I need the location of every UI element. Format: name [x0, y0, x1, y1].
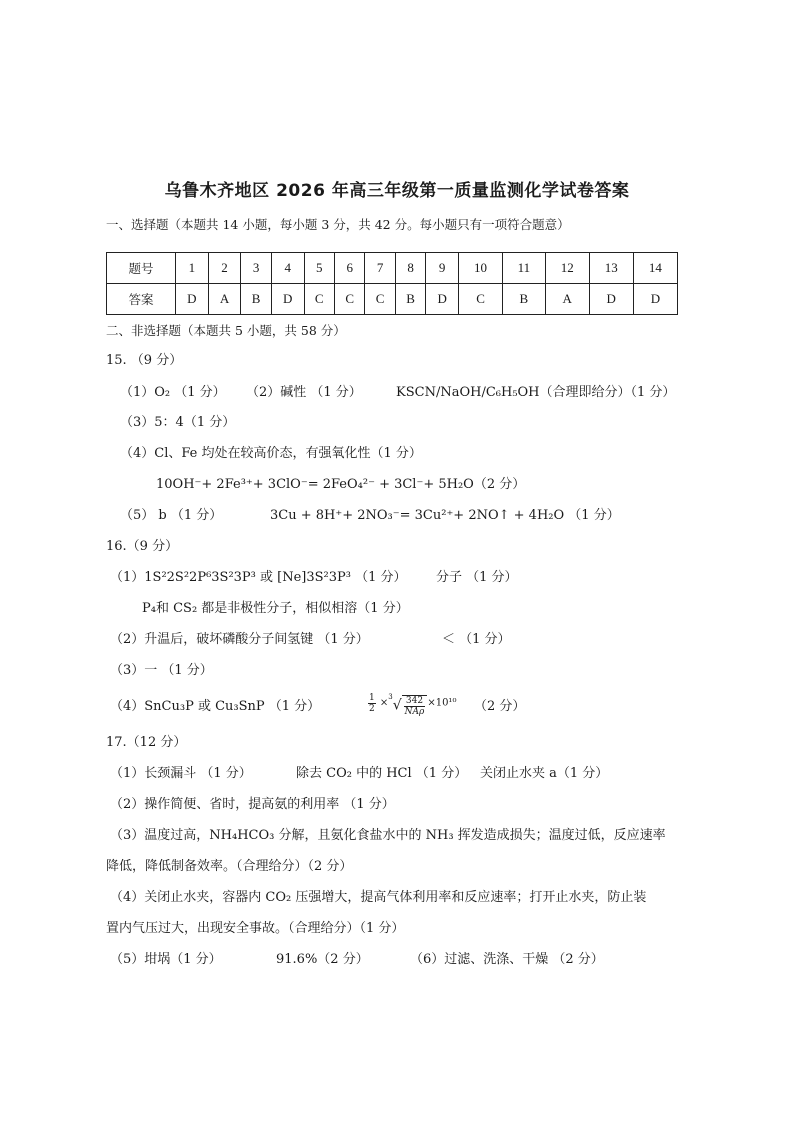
radicand	[402, 695, 428, 717]
q15-answer-2b: KSCN/NaOH/C₆H₅OH（合理即给分）（1 分）	[396, 385, 676, 400]
table-cell: 3	[241, 253, 271, 284]
q17-answer-1b: 除去 CO₂ 中的 HCl （1 分）	[296, 766, 468, 781]
table-cell: 5	[304, 253, 334, 284]
table-cell: C	[365, 284, 395, 315]
q16-answer-4: （4）SnCu₃P 或 Cu₃SnP （1 分）	[110, 699, 321, 714]
q17-answer-4b: 置内气压过大，出现安全事故。（合理给分）（1 分）	[106, 921, 405, 936]
fraction-numerator: 1	[369, 692, 375, 703]
section-1-heading: 一、选择题（本题共 14 小题，每小题 3 分，共 42 分。每小题只有一项符合题意）	[106, 217, 570, 232]
table-cell: 7	[365, 253, 395, 284]
q17-heading: 17.（12 分）	[106, 735, 187, 750]
q16-heading: 16.（9 分）	[106, 539, 179, 554]
table-cell: A	[208, 284, 241, 315]
q17-answer-1: （1）长颈漏斗 （1 分）	[110, 766, 252, 781]
table-row-answers	[107, 284, 678, 315]
q16-answer-2b: ＜ （1 分）	[442, 632, 511, 647]
table-cell: B	[395, 284, 425, 315]
table-cell: D	[426, 284, 459, 315]
fraction	[368, 693, 376, 714]
table-cell: 1	[176, 253, 209, 284]
table-cell: D	[589, 284, 633, 315]
section-2-heading: 二、非选择题（本题共 5 小题，共 58 分）	[106, 323, 346, 338]
q17-answer-5: （5）坩埚（1 分）	[110, 952, 222, 967]
page-title: 乌鲁木齐地区 2026 年高三年级第一质量监测化学试卷答案	[164, 181, 630, 201]
table-cell: D	[271, 284, 304, 315]
table-cell: 2	[208, 253, 241, 284]
table-cell: 11	[503, 253, 546, 284]
q17-answer-2: （2）操作简便、省时，提高氨的利用率 （1 分）	[110, 797, 395, 812]
table-cell: 14	[633, 253, 677, 284]
power-of-ten: ×10¹⁰	[427, 697, 457, 709]
root-index: 3	[388, 693, 393, 701]
table-cell: 6	[334, 253, 364, 284]
table-cell: 8	[395, 253, 425, 284]
radicand-numerator: 342	[404, 696, 426, 707]
answer-table	[106, 252, 678, 315]
fraction-denominator: 2	[369, 703, 375, 714]
q16-answer-1b: 分子 （1 分）	[436, 570, 518, 585]
radicand-fraction	[404, 696, 426, 717]
table-cell: C	[459, 284, 503, 315]
q17-answer-3: （3）温度过高，NH₄HCO₃ 分解，且氨化食盐水中的 NH₃ 挥发造成损失；温度过低，反应速率	[110, 828, 666, 843]
q16-answer-3: （3）一 （1 分）	[110, 663, 213, 678]
q15-heading: 15. （9 分）	[106, 353, 183, 368]
q15-answer-4: （4）Cl、Fe 均处在较高价态，有强氧化性（1 分）	[120, 446, 422, 461]
table-cell: B	[241, 284, 271, 315]
q16-formula	[368, 690, 456, 717]
q15-answer-3: （3）5：4（1 分）	[120, 415, 236, 430]
q17-answer-5b: 91.6%（2 分）	[276, 952, 369, 967]
q17-answer-4: （4）关闭止水夹，容器内 CO₂ 压强增大，提高气体利用率和反应速率；打开止水夹，防止装	[110, 890, 647, 905]
table-cell: 13	[589, 253, 633, 284]
table-row-numbers	[107, 253, 678, 284]
q16-answer-2: （2）升温后，破坏磷酸分子间氢键 （1 分）	[110, 632, 369, 647]
table-cell: C	[334, 284, 364, 315]
table-cell: A	[545, 284, 589, 315]
q15-answer-2: （2）碱性 （1 分）	[246, 385, 362, 400]
q15-answer-5: （5） b （1 分）	[120, 508, 223, 523]
table-row-label: 题号	[107, 253, 176, 284]
table-cell: D	[633, 284, 677, 315]
q17-answer-1c: 关闭止水夹 a（1 分）	[480, 766, 609, 781]
radicand-denominator: NAρ	[404, 706, 425, 717]
q16-answer-4-score: （2 分）	[474, 699, 526, 714]
radical-sign-icon: √	[392, 697, 402, 714]
table-cell: 12	[545, 253, 589, 284]
q16-answer-1c: P₄和 CS₂ 都是非极性分子，相似相溶（1 分）	[142, 601, 409, 616]
q17-answer-6: （6）过滤、洗涤、干燥 （2 分）	[410, 952, 604, 967]
q15-answer-1: （1）O₂ （1 分）	[120, 385, 226, 400]
q17-answer-3b: 降低，降低制备效率。（合理给分）（2 分）	[106, 859, 353, 874]
table-cell: C	[304, 284, 334, 315]
table-cell: 10	[459, 253, 503, 284]
table-cell: 9	[426, 253, 459, 284]
table-row-label: 答案	[107, 284, 176, 315]
table-cell: D	[176, 284, 209, 315]
q15-equation-5: 3Cu + 8H⁺+ 2NO₃⁻= 3Cu²⁺+ 2NO↑ + 4H₂O （1 分）	[270, 508, 620, 523]
q16-answer-1: （1）1S²2S²2P⁶3S²3P³ 或 [Ne]3S²3P³ （1 分）	[110, 570, 407, 585]
times-symbol: ×	[379, 697, 389, 709]
table-cell: 4	[271, 253, 304, 284]
q15-equation-4: 10OH⁻+ 2Fe³⁺+ 3ClO⁻= 2FeO₄²⁻ + 3Cl⁻+ 5H₂O（2 分）	[156, 477, 526, 492]
table-cell: B	[503, 284, 546, 315]
cube-root	[388, 690, 427, 717]
